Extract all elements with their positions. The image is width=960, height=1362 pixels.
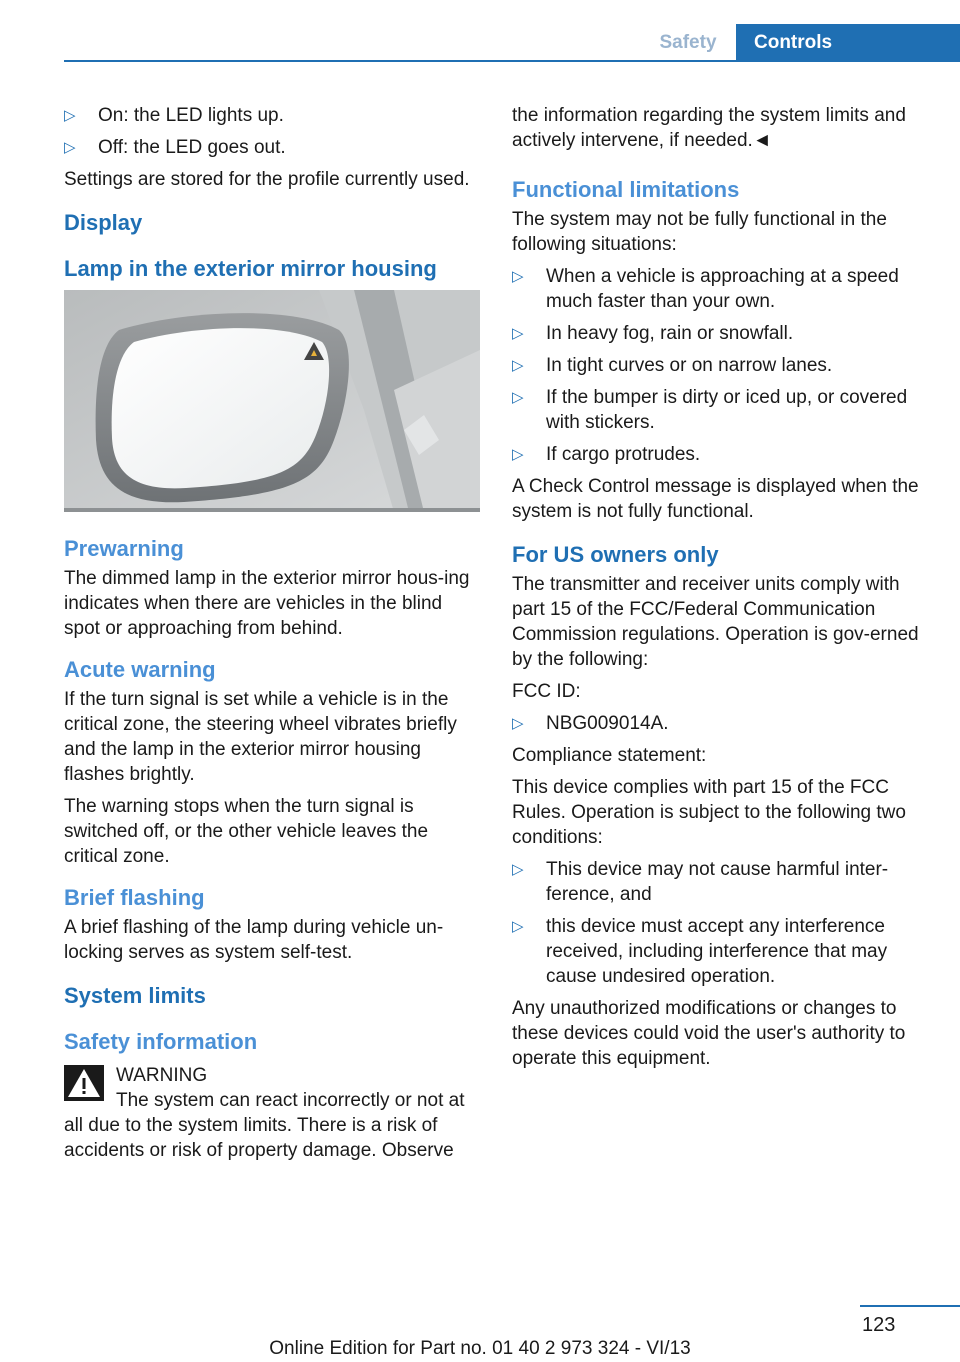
unauthorized-paragraph: Any unauthorized modifications or changes to these devices could void the user's authority to operate this equipment. bbox=[512, 998, 906, 1069]
left-column bbox=[64, 103, 480, 1163]
list-item: ▷ In tight curves or on narrow lanes. bbox=[512, 355, 833, 376]
heading-us-owners: For US owners only bbox=[512, 542, 719, 567]
conditions-list bbox=[512, 857, 932, 989]
acute-paragraph-2: The warning stops when the turn signal is switched off, or the other vehicle leaves the critical zone. bbox=[64, 796, 429, 867]
settings-paragraph: Settings are stored for the profile currently used. bbox=[64, 169, 470, 190]
heading-acute-warning: Acute warning bbox=[64, 657, 216, 682]
fcc-id-label: FCC ID: bbox=[512, 681, 581, 702]
device-paragraph: This device complies with part 15 of the FCC Rules. Operation is subject to the following two conditions: bbox=[512, 777, 906, 848]
warning-block bbox=[64, 1063, 480, 1163]
page-number: 123 bbox=[862, 1314, 896, 1336]
triangle-bullet-icon: ▷ bbox=[512, 325, 524, 342]
warning-triangle-icon bbox=[64, 1065, 104, 1101]
list-item: ▷ In heavy fog, rain or snowfall. bbox=[512, 323, 794, 344]
triangle-bullet-icon: ▷ bbox=[512, 446, 524, 463]
prewarning-paragraph: The dimmed lamp in the exterior mirror hous-ing indicates when there are vehicles in the blind spot or approaching from behind. bbox=[64, 568, 470, 639]
led-state-list bbox=[64, 103, 480, 160]
header-rule bbox=[64, 60, 960, 62]
brief-paragraph: A brief flashing of the lamp during vehicle un-locking serves as system self-test. bbox=[64, 917, 444, 963]
compliance-label: Compliance statement: bbox=[512, 745, 707, 766]
heading-functional-limitations: Functional limitations bbox=[512, 177, 740, 202]
heading-system-limits: System limits bbox=[64, 983, 206, 1008]
list-item: ▷ NBG009014A. bbox=[512, 713, 669, 734]
triangle-bullet-icon: ▷ bbox=[512, 861, 524, 878]
warning-label: WARNING bbox=[116, 1065, 208, 1086]
check-control-paragraph: A Check Control message is displayed when the system is not fully functional. bbox=[512, 476, 919, 522]
header-tab-safety: Safety bbox=[659, 32, 717, 53]
functional-paragraph: The system may not be fully functional in the following situations: bbox=[512, 209, 887, 255]
exterior-mirror-image bbox=[64, 290, 480, 512]
list-item: ▷ Off: the LED goes out. bbox=[64, 137, 286, 158]
functional-limitations-list bbox=[512, 264, 932, 467]
triangle-bullet-icon: ▷ bbox=[64, 139, 76, 156]
heading-safety-information: Safety information bbox=[64, 1029, 258, 1054]
edition-text: Online Edition for Part no. 01 40 2 973 324 - VI/13 bbox=[269, 1338, 691, 1359]
continued-paragraph: the information regarding the system limits and actively intervene, if needed.◄ bbox=[512, 105, 906, 151]
triangle-bullet-icon: ▷ bbox=[512, 389, 524, 406]
heading-brief-flashing: Brief flashing bbox=[64, 885, 205, 910]
heading-display: Display bbox=[64, 210, 143, 235]
list-item: ▷ this device must accept any interference received, including interference that may cause undesired operation. bbox=[512, 916, 888, 987]
triangle-bullet-icon: ▷ bbox=[512, 715, 524, 732]
fcc-id-list bbox=[512, 711, 932, 736]
triangle-bullet-icon: ▷ bbox=[512, 918, 524, 935]
warning-text: The system can react incorrectly or not at all due to the system limits. There is a risk of accidents or risk of property damage. Observe bbox=[64, 1090, 465, 1161]
us-paragraph: The transmitter and receiver units comply with part 15 of the FCC/Federal Communication Commission regulations. Operation is gov-erned by the following: bbox=[512, 574, 919, 670]
triangle-bullet-icon: ▷ bbox=[512, 357, 524, 374]
triangle-bullet-icon: ▷ bbox=[64, 107, 76, 124]
heading-lamp: Lamp in the exterior mirror housing bbox=[64, 256, 437, 281]
list-item: ▷ If the bumper is dirty or iced up, or covered with stickers. bbox=[512, 387, 908, 433]
footer-rule bbox=[860, 1305, 960, 1307]
list-item: ▷ On: the LED lights up. bbox=[64, 105, 284, 126]
acute-paragraph-1: If the turn signal is set while a vehicle is in the critical zone, the steering wheel vibrates briefly and the lamp in the exterior mirror housing flashes brightly. bbox=[64, 689, 457, 785]
header-tab-controls: Controls bbox=[736, 24, 960, 62]
list-item: ▷ If cargo protrudes. bbox=[512, 444, 701, 465]
triangle-bullet-icon: ▷ bbox=[512, 268, 524, 285]
heading-prewarning: Prewarning bbox=[64, 536, 184, 561]
list-item: ▷ When a vehicle is approaching at a speed much faster than your own. bbox=[512, 266, 899, 312]
right-column bbox=[512, 103, 932, 1078]
list-item: ▷ This device may not cause harmful inter-ference, and bbox=[512, 859, 889, 905]
